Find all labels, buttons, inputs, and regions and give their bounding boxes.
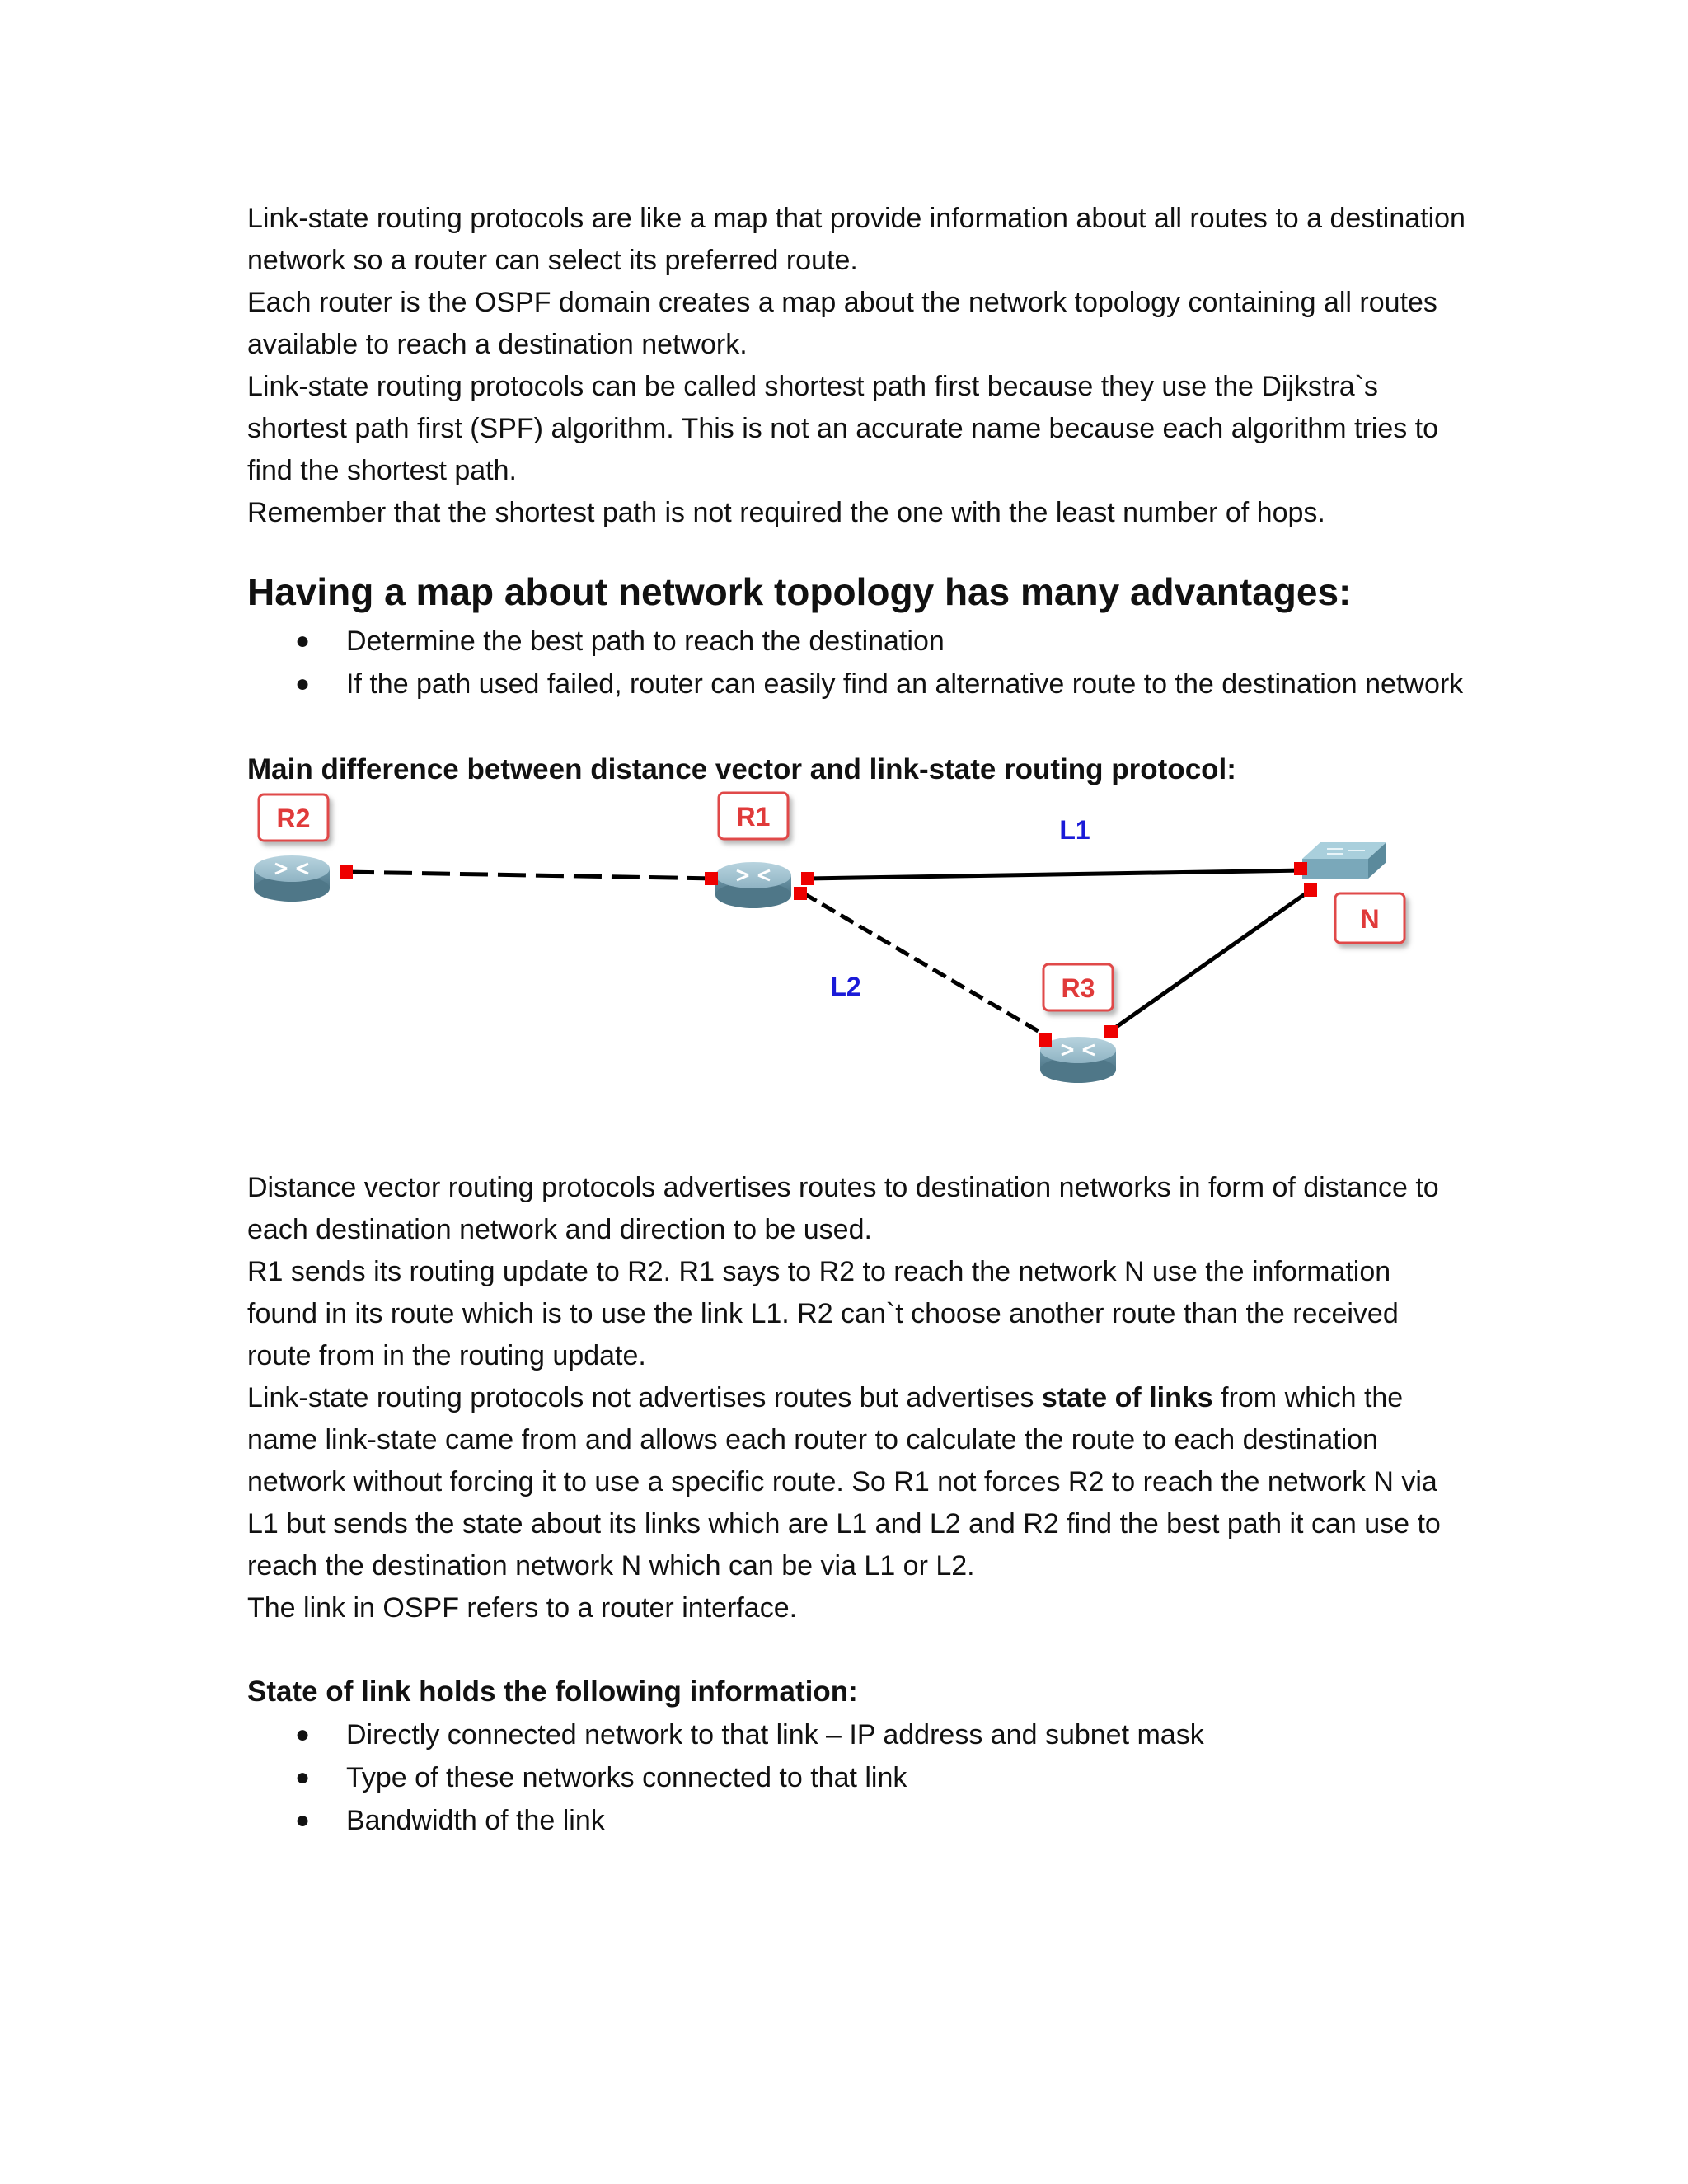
router-r3-label-text: R3 <box>1061 973 1095 1003</box>
port-marker <box>794 887 807 900</box>
advantages-heading: Having a map about network topology has many advantages: <box>247 570 1352 613</box>
link-r2-r1 <box>346 872 717 879</box>
bullet-icon: ● <box>295 627 311 654</box>
port-marker <box>705 872 718 885</box>
list-item-text: If the path used failed, router can easily find an alternative route to the destination network <box>346 668 1464 700</box>
difference-heading: Main difference between distance vector and link-state routing protocol: <box>247 753 1236 785</box>
list-item <box>247 1756 1467 1799</box>
body-paragraph: The link in OSPF refers to a router interface. <box>247 1592 798 1624</box>
network-topology-diagram <box>247 791 1467 1121</box>
link-l2 <box>804 893 1045 1035</box>
bullet-icon: ● <box>295 1721 311 1748</box>
intro-section <box>247 198 1467 534</box>
bullet-icon: ● <box>295 670 311 697</box>
port-marker <box>340 865 353 879</box>
document-content <box>247 198 1467 1842</box>
body-paragraph: Distance vector routing protocols advertises routes to destination networks in form of distance to each destination network and direction to be used. <box>247 1172 1439 1245</box>
intro-paragraph: Link-state routing protocols are like a map that provide information about all routes to a destination network so a router can select its preferred route. <box>247 203 1465 276</box>
port-marker <box>1304 883 1317 897</box>
intro-paragraph: Link-state routing protocols can be called shortest path first because they use the Dijkstra`s shortest path first (SPF) algorithm. This is not an accurate name because each algorithm tries to find the shortest path. <box>247 371 1439 486</box>
bullet-icon: ● <box>295 1764 311 1791</box>
paragraph-text: Link-state routing protocols not advertises routes but advertises <box>247 1382 1042 1413</box>
intro-paragraph: Each router is the OSPF domain creates a map about the network topology containing all routes available to reach a destination network. <box>247 287 1437 360</box>
port-marker <box>1294 862 1307 875</box>
link-l1 <box>808 870 1304 879</box>
router-r2-label-text: R2 <box>276 804 311 833</box>
list-item <box>247 663 1467 705</box>
switch-icon <box>1302 842 1386 879</box>
list-item-text: Directly connected network to that link – IP address and subnet mask <box>346 1719 1204 1750</box>
body-paragraph: R1 sends its routing update to R2. R1 says to R2 to reach the network N use the information found in its route which is to use the link L1. R2 can`t choose another route than the received route from in the routing update. <box>247 1256 1399 1371</box>
link-l1-label: L1 <box>1059 815 1090 845</box>
paragraph-text: from which the name link-state came from and allows each router to calculate the route to each destination network without forcing it to use a specific route. So R1 not forces R2 to reach the network N via L1 but sends the state about its links which are L1 and L2 and R2 find the best path it can use to reach the destination network N which can be via L1 or L2. <box>247 1382 1441 1582</box>
network-n-label-text: N <box>1360 904 1380 934</box>
list-item-text: Bandwidth of the link <box>346 1805 605 1836</box>
list-item <box>247 620 1467 663</box>
state-info-heading: State of link holds the following information: <box>247 1675 858 1708</box>
body-paragraph <box>247 1377 1467 1587</box>
link-l2-label: L2 <box>830 972 861 1001</box>
distance-vector-section <box>247 1167 1467 1629</box>
list-item-text: Type of these networks connected to that link <box>346 1762 907 1793</box>
list-item-text: Determine the best path to reach the destination <box>346 626 945 657</box>
port-marker <box>801 872 814 885</box>
state-info-list <box>247 1713 1467 1842</box>
bullet-icon: ● <box>295 1807 311 1834</box>
router-r2-icon <box>254 855 330 902</box>
port-marker <box>1039 1033 1052 1047</box>
router-r1-icon <box>715 862 791 908</box>
emphasis-text: state of links <box>1041 1382 1213 1413</box>
intro-paragraph: Remember that the shortest path is not required the one with the least number of hops. <box>247 497 1325 528</box>
advantages-list <box>247 620 1467 705</box>
link-r3-n <box>1109 890 1311 1032</box>
port-marker <box>1104 1025 1118 1038</box>
list-item <box>247 1713 1467 1756</box>
list-item <box>247 1799 1467 1842</box>
router-r1-label-text: R1 <box>736 802 771 832</box>
